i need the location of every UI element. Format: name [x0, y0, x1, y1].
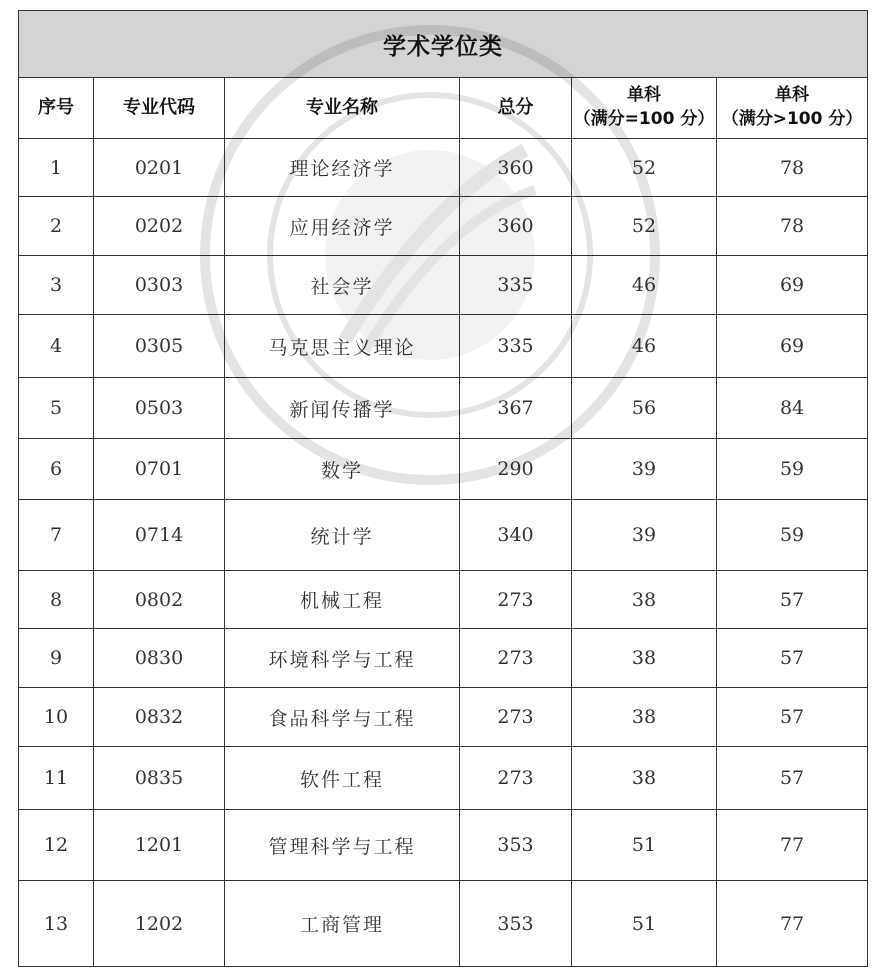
- cell-name: 社会学: [225, 256, 460, 315]
- cell-code: 0832: [94, 688, 225, 747]
- cell-single-over-100: 77: [717, 810, 868, 881]
- cell-single-over-100: 84: [717, 378, 868, 439]
- cell-code: 0303: [94, 256, 225, 315]
- header-single-100-line2: （满分=100 分）: [573, 109, 715, 129]
- cell-seq: 4: [19, 315, 94, 378]
- cell-code: 0701: [94, 439, 225, 500]
- cell-total: 353: [460, 810, 572, 881]
- cell-total: 290: [460, 439, 572, 500]
- score-table: [18, 10, 868, 967]
- header-single-over-line1: 单科: [775, 85, 810, 106]
- table-title: 学术学位类: [19, 11, 868, 78]
- cell-seq: 1: [19, 139, 94, 197]
- cell-single-over-100: 77: [717, 881, 868, 967]
- table-row: [19, 810, 868, 881]
- cell-single-over-100: 57: [717, 747, 868, 810]
- cell-name: 工商管理: [225, 881, 460, 967]
- cell-code: 0830: [94, 629, 225, 688]
- header-single-over-line2: （满分>100 分）: [721, 109, 863, 129]
- cell-total: 335: [460, 256, 572, 315]
- cell-name: 马克思主义理论: [225, 315, 460, 378]
- table-header-row: [19, 78, 868, 139]
- cell-code: 0835: [94, 747, 225, 810]
- cell-single-over-100: 69: [717, 315, 868, 378]
- header-name: 专业名称: [225, 78, 460, 139]
- table-row: [19, 197, 868, 256]
- table-row: [19, 688, 868, 747]
- cell-code: 0201: [94, 139, 225, 197]
- header-single-100: [572, 78, 717, 139]
- header-total: 总分: [460, 78, 572, 139]
- cell-total: 273: [460, 688, 572, 747]
- cell-seq: 13: [19, 881, 94, 967]
- cell-total: 340: [460, 500, 572, 571]
- cell-single-100: 38: [572, 629, 717, 688]
- cell-code: 0202: [94, 197, 225, 256]
- cell-seq: 10: [19, 688, 94, 747]
- cell-code: 1201: [94, 810, 225, 881]
- cell-name: 软件工程: [225, 747, 460, 810]
- cell-name: 机械工程: [225, 571, 460, 629]
- table-title-row: [19, 11, 868, 78]
- table-body: [19, 139, 868, 967]
- cell-single-over-100: 69: [717, 256, 868, 315]
- cell-name: 管理科学与工程: [225, 810, 460, 881]
- cell-seq: 7: [19, 500, 94, 571]
- cell-single-100: 52: [572, 197, 717, 256]
- cell-seq: 3: [19, 256, 94, 315]
- cell-single-100: 38: [572, 688, 717, 747]
- cell-single-100: 39: [572, 500, 717, 571]
- score-table-container: [18, 10, 867, 967]
- cell-total: 360: [460, 197, 572, 256]
- cell-single-over-100: 78: [717, 197, 868, 256]
- table-row: [19, 629, 868, 688]
- cell-single-100: 46: [572, 256, 717, 315]
- cell-single-100: 46: [572, 315, 717, 378]
- cell-name: 环境科学与工程: [225, 629, 460, 688]
- cell-total: 353: [460, 881, 572, 967]
- cell-total: 360: [460, 139, 572, 197]
- cell-seq: 6: [19, 439, 94, 500]
- cell-seq: 5: [19, 378, 94, 439]
- cell-single-over-100: 57: [717, 629, 868, 688]
- cell-single-100: 51: [572, 810, 717, 881]
- header-single-100-line1: 单科: [627, 85, 661, 106]
- cell-single-100: 38: [572, 747, 717, 810]
- cell-code: 0714: [94, 500, 225, 571]
- cell-code: 1202: [94, 881, 225, 967]
- cell-total: 273: [460, 629, 572, 688]
- table-row: [19, 315, 868, 378]
- table-row: [19, 881, 868, 967]
- cell-single-100: 39: [572, 439, 717, 500]
- table-row: [19, 378, 868, 439]
- cell-total: 335: [460, 315, 572, 378]
- cell-single-over-100: 59: [717, 500, 868, 571]
- cell-total: 273: [460, 571, 572, 629]
- table-row: [19, 571, 868, 629]
- cell-single-over-100: 57: [717, 688, 868, 747]
- cell-single-100: 56: [572, 378, 717, 439]
- cell-seq: 12: [19, 810, 94, 881]
- cell-single-over-100: 78: [717, 139, 868, 197]
- table-row: [19, 439, 868, 500]
- cell-name: 理论经济学: [225, 139, 460, 197]
- cell-total: 273: [460, 747, 572, 810]
- cell-name: 新闻传播学: [225, 378, 460, 439]
- cell-single-over-100: 57: [717, 571, 868, 629]
- cell-name: 数学: [225, 439, 460, 500]
- cell-single-over-100: 59: [717, 439, 868, 500]
- cell-seq: 11: [19, 747, 94, 810]
- cell-seq: 9: [19, 629, 94, 688]
- cell-code: 0305: [94, 315, 225, 378]
- cell-single-100: 38: [572, 571, 717, 629]
- cell-name: 应用经济学: [225, 197, 460, 256]
- cell-code: 0802: [94, 571, 225, 629]
- table-row: [19, 500, 868, 571]
- cell-single-100: 51: [572, 881, 717, 967]
- cell-single-100: 52: [572, 139, 717, 197]
- cell-seq: 2: [19, 197, 94, 256]
- cell-name: 食品科学与工程: [225, 688, 460, 747]
- table-row: [19, 139, 868, 197]
- cell-code: 0503: [94, 378, 225, 439]
- header-code: 专业代码: [94, 78, 225, 139]
- cell-seq: 8: [19, 571, 94, 629]
- header-single-over-100: [717, 78, 868, 139]
- cell-total: 367: [460, 378, 572, 439]
- cell-name: 统计学: [225, 500, 460, 571]
- table-row: [19, 256, 868, 315]
- header-seq: 序号: [19, 78, 94, 139]
- table-row: [19, 747, 868, 810]
